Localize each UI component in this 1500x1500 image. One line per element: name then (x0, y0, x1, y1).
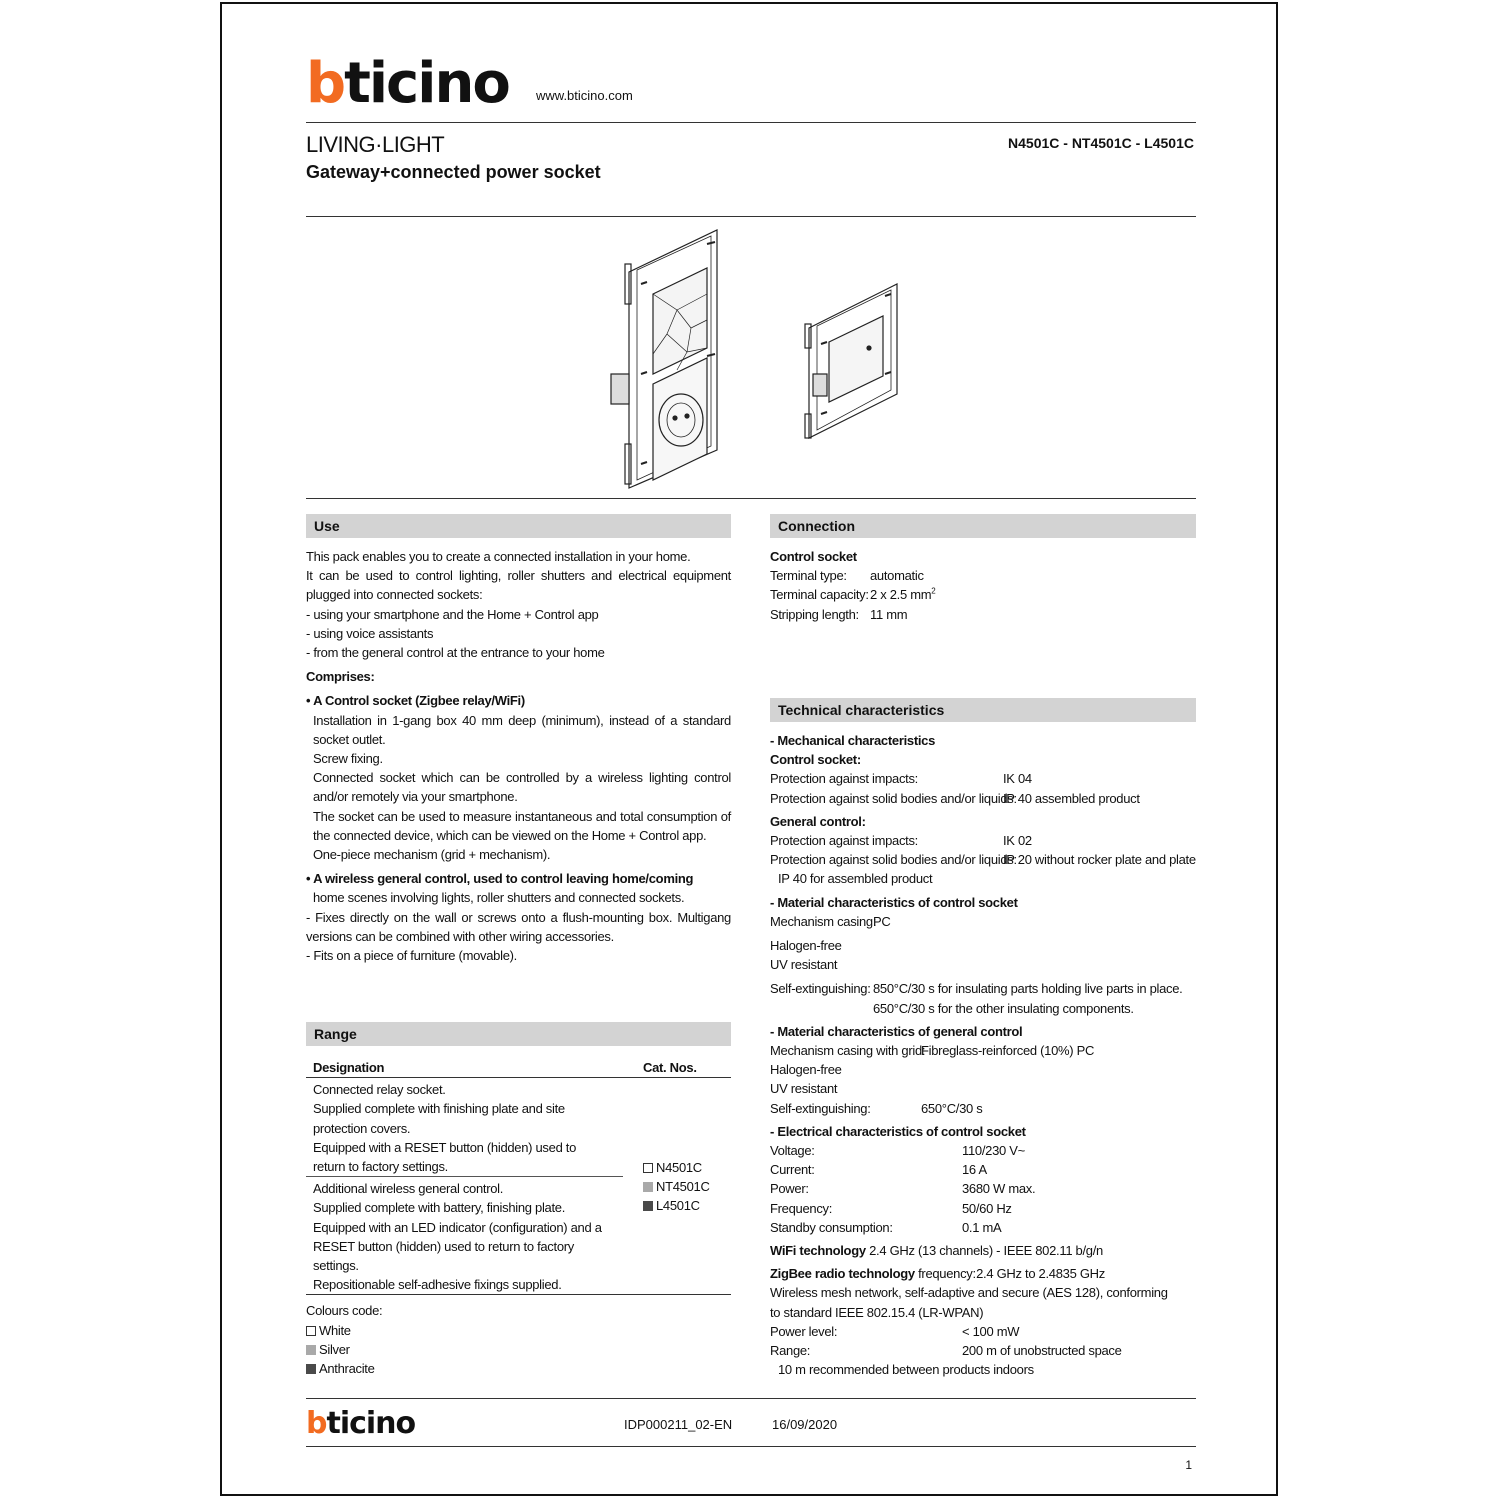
datasheet-page (220, 2, 1278, 1496)
gateway-socket-drawing (611, 230, 717, 488)
range-line: Equipped with an LED indicator (configuration) and a RESET button (hidden) used to return to factory settings. (313, 1219, 602, 1274)
col-catnos: Cat. Nos. (623, 1058, 731, 1078)
mech-general-label: General control: (770, 813, 866, 829)
catno-silver: NT4501C (643, 1177, 731, 1196)
zigbee-row: ZigBee radio technology frequency:2.4 GHz to 2.4835 GHz (770, 1266, 1105, 1282)
catnos-cell (623, 1078, 731, 1295)
range-table (306, 1058, 731, 1378)
mat-row: Self-extinguishing: 650°C/30 s (770, 1100, 983, 1116)
range-line: Equipped with a RESET button (hidden) used to return to factory settings. (313, 1139, 577, 1175)
comprises-label: Comprises: (306, 669, 375, 685)
power-level-row: Power level: < 100 mW (770, 1323, 1020, 1339)
product-illustration (607, 224, 927, 490)
title-rule (306, 216, 1196, 217)
use-intro-line: - using voice assistants (306, 625, 434, 641)
mech-row: Protection against solid bodies and/or liquids:IP 40 assembled product (770, 790, 1140, 806)
item1-line: Connected socket which can be controlled by a wireless lighting control and/or remotely via your smartphone. (313, 770, 731, 805)
cat-codes: N4501C - NT4501C - L4501C (1008, 135, 1194, 151)
mat-row: Mechanism casing:PC (770, 913, 891, 929)
colour-silver: Silver (306, 1340, 731, 1359)
bticino-logo: bticino (306, 51, 509, 116)
catno-white: N4501C (643, 1158, 731, 1177)
mech-row: Protection against solid bodies and/or liquids:IP 20 without rocker plate and plate (770, 852, 1196, 868)
mat-row: Self-extinguishing: 850°C/30 s for insulating parts holding live parts in place. (770, 981, 1183, 997)
wifi-row: WiFi technology 2.4 GHz (13 channels) - IEEE 802.11 b/g/n (770, 1243, 1103, 1259)
mech-row: Protection against impacts: IK 04 (770, 771, 1032, 787)
white-swatch (306, 1326, 316, 1336)
range-group-general-control (306, 1177, 623, 1295)
use-intro-line: - from the general control at the entrance to your home (306, 645, 605, 661)
mech-general-extra: IP 40 for assembled product (778, 871, 933, 887)
range-line: Supplied complete with finishing plate and site protection covers. (313, 1101, 565, 1136)
mat-row: Mechanism casing with grid:Fibreglass-reinforced (10%) PC (770, 1043, 1095, 1059)
footer-bticino-logo: bticino (306, 1406, 416, 1441)
range-line: Repositionable self-adhesive fixings supplied. (313, 1277, 562, 1293)
connection-row: Terminal capacity:2 x 2.5 $mm^2$ (770, 587, 936, 603)
elec-row: Power: 3680 W max. (770, 1181, 1036, 1197)
zigbee-mesh-line: Wireless mesh network, self-adaptive and secure (AES 128), conforming (770, 1285, 1168, 1301)
document-id: IDP000211_02-EN (624, 1417, 733, 1432)
col-designation: Designation (306, 1058, 623, 1078)
elec-title: - Electrical characteristics of control socket (770, 1123, 1026, 1139)
range-row: Range: 200 m of unobstructed space (770, 1343, 1122, 1359)
range-line: Additional wireless general control. (313, 1181, 504, 1197)
elec-row: Voltage: 110/230 V~ (770, 1143, 1025, 1159)
catno-anthracite: L4501C (643, 1196, 731, 1215)
item1-line: The socket can be used to measure instantaneous and total consumption of the connected device, which can be viewed on the Home + Control app. (313, 808, 731, 843)
range-section-header: Range (306, 1022, 731, 1046)
tech-section-body (770, 731, 1196, 1380)
item2-line: - Fixes directly on the wall or screws onto a flush-mounting box. Multigang versions can be combined with other wiring accessories. (306, 909, 731, 944)
document-date: 16/09/2020 (772, 1417, 838, 1432)
footer-rule (306, 1398, 1196, 1399)
elec-row: Current: 16 A (770, 1162, 987, 1178)
website-link[interactable]: www.bticino.com (536, 88, 633, 103)
page-number: 1 (1185, 1458, 1192, 1472)
connection-section-body (770, 547, 1196, 624)
range-note: 10 m recommended between products indoors (778, 1362, 1034, 1378)
item2-line: home scenes involving lights, roller shutters and connected sockets. (313, 890, 685, 906)
range-line: Connected relay socket. (313, 1082, 446, 1098)
item1-title: • A Control socket (Zigbee relay/WiFi) (306, 693, 525, 709)
connection-row: Stripping length: 11 mm (770, 606, 908, 622)
item2-line: - Fits on a piece of furniture (movable). (306, 948, 517, 964)
series-name: LIVING·LIGHT (306, 132, 445, 157)
colours-label: Colours code: (306, 1303, 383, 1319)
mat-general-title: - Material characteristics of general control (770, 1023, 1023, 1039)
header-rule (306, 122, 1196, 123)
item2-title: • A wireless general control, used to control leaving home/coming (306, 871, 694, 887)
colour-white: White (306, 1321, 731, 1340)
white-swatch (643, 1163, 653, 1173)
mat-row: 650°C/30 s for the other insulating components. (873, 1000, 1134, 1016)
mat-socket-title: - Material characteristics of control socket (770, 894, 1018, 910)
mat-socket-uv: UV resistant (770, 957, 838, 973)
use-section-body (306, 547, 731, 965)
use-intro-line: It can be used to control lighting, roller shutters and electrical equipment plugged into connected sockets: (306, 568, 731, 603)
use-intro-line: This pack enables you to create a connected installation in your home. (306, 549, 691, 564)
mat-socket-halogen: Halogen-free (770, 938, 842, 954)
anthracite-swatch (643, 1201, 653, 1211)
mech-title: - Mechanical characteristics (770, 733, 936, 748)
elec-row: Standby consumption: 0.1 mA (770, 1219, 1002, 1235)
item1-line: One-piece mechanism (grid + mechanism). (313, 847, 551, 863)
mat-general-halogen: Halogen-free (770, 1062, 842, 1078)
elec-row: Frequency: 50/60 Hz (770, 1200, 1012, 1216)
item1-line: Screw fixing. (313, 751, 383, 767)
silver-swatch (306, 1345, 316, 1355)
connection-section-header: Connection (770, 514, 1196, 538)
general-control-drawing (805, 284, 897, 438)
mech-control-label: Control socket: (770, 752, 861, 768)
mech-row: Protection against impacts: IK 02 (770, 833, 1032, 849)
colour-anthracite: Anthracite (306, 1359, 731, 1378)
connection-subtitle: Control socket (770, 549, 857, 564)
footer-bottom-rule (306, 1446, 1196, 1447)
tech-section-header: Technical characteristics (770, 698, 1196, 722)
use-intro-line: - using your smartphone and the Home + Control app (306, 606, 599, 622)
illustration-rule (306, 498, 1196, 499)
zigbee-mesh-line: to standard IEEE 802.15.4 (LR-WPAN) (770, 1304, 984, 1320)
range-group-relay-socket (306, 1078, 623, 1177)
mat-general-uv: UV resistant (770, 1081, 838, 1097)
connection-row: Terminal type: automatic (770, 568, 924, 584)
item1-line: Installation in 1-gang box 40 mm deep (minimum), instead of a standard socket outlet. (313, 712, 731, 747)
range-line: Supplied complete with battery, finishing plate. (313, 1200, 566, 1216)
anthracite-swatch (306, 1364, 316, 1374)
silver-swatch (643, 1182, 653, 1192)
page-title: Gateway+connected power socket (306, 162, 601, 182)
use-section-header: Use (306, 514, 731, 538)
